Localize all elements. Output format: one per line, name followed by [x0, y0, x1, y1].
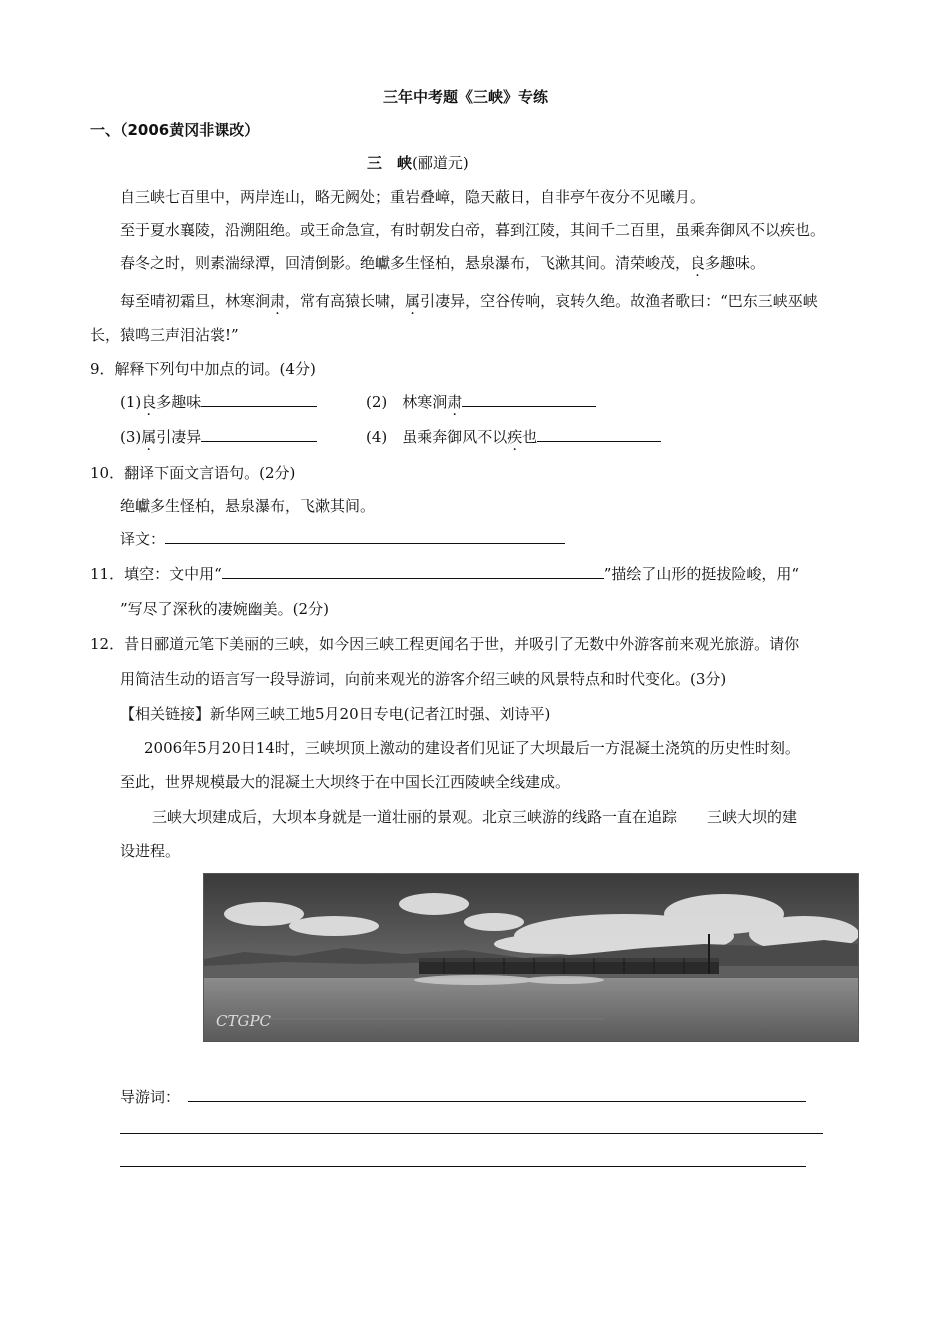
dam-photo: [203, 873, 859, 1042]
passage-heading: [367, 152, 469, 173]
question-10-sentence: 绝巘多生怪柏，悬泉瀑布，飞漱其间。: [120, 497, 376, 515]
passage-text: 引凄异，空谷传响，哀转久绝。故渔者歌曰：“巴东三峡巫峡: [420, 292, 818, 310]
dotted-word: 良: [690, 254, 706, 272]
question-9-item-1: [120, 391, 317, 412]
dotted-word: 良: [141, 393, 157, 411]
passage-paragraph-1: 自三峡七百里中，两岸连山，略无阙处；重岩叠嶂，隐天蔽日，自非亭午夜分不见曦月。: [120, 188, 706, 206]
question-12-line-1: 12．昔日郦道元笔下美丽的三峡，如今因三峡工程更闻名于世，并吸引了无数中外游客前来观光旅游。请你: [90, 635, 800, 653]
question-10-answer: [120, 528, 565, 549]
photo-watermark: CTGPC: [216, 1012, 272, 1030]
item-text: 多趣味: [156, 393, 202, 411]
dotted-word: 属: [141, 428, 157, 446]
question-text: ”描绘了山形的挺拔险峻，用“: [603, 565, 800, 583]
writing-line-1[interactable]: [188, 1101, 806, 1102]
question-11-line-1: [90, 563, 799, 584]
passage-text: 每至晴初霜旦，林寒涧: [120, 292, 271, 310]
item-number: (3): [120, 428, 142, 446]
news-paragraph-3: 三峡大坝建成后，大坝本身就是一道壮丽的景观。北京三峡游的线路一直在追踪 三峡大坝的建: [152, 808, 798, 826]
section-heading: 一、（2006黄冈非课改）: [90, 121, 260, 139]
page-title: 三年中考题《三峡》专练: [383, 88, 549, 106]
translation-label: 译文：: [120, 530, 166, 548]
answer-blank[interactable]: [201, 427, 317, 442]
item-number: (1): [120, 393, 142, 411]
related-link: 【相关链接】新华网三峡工地5月20日专电(记者江时强、刘诗平): [120, 705, 551, 723]
answer-blank[interactable]: [201, 392, 317, 407]
dotted-word: 肃: [447, 393, 463, 411]
item-text: 也: [522, 428, 538, 446]
writing-line-2[interactable]: [120, 1133, 823, 1134]
passage-text: 多趣味。: [705, 254, 766, 272]
passage-title: 三 峡: [367, 154, 413, 172]
passage-text: 春冬之时，则素湍绿潭，回清倒影。绝巘多生怪柏，悬泉瀑布，飞漱其间。清荣峻茂，: [120, 254, 691, 272]
passage-text: ，常有高猿长啸，: [285, 292, 406, 310]
guide-label: 导游词：: [120, 1088, 181, 1106]
writing-line-3[interactable]: [120, 1166, 806, 1167]
question-9-item-2: [366, 391, 596, 412]
passage-paragraph-2: 至于夏水襄陵，沿溯阻绝。或王命急宣，有时朝发白帝，暮到江陵，其间千二百里，虽乘奔御风不以疾也。: [120, 221, 826, 239]
dotted-word: 疾: [507, 428, 523, 446]
answer-blank[interactable]: [222, 564, 604, 579]
passage-paragraph-4: [120, 290, 818, 311]
answer-blank[interactable]: [165, 529, 565, 544]
dotted-word: 属: [405, 292, 421, 310]
question-9-item-4: [366, 426, 661, 447]
passage-author: (郦道元): [412, 154, 469, 172]
item-text: 引凄异: [156, 428, 202, 446]
dotted-word: 肃: [270, 292, 286, 310]
question-9-item-3: [120, 426, 317, 447]
item-text: (4) 虽乘奔御风不以: [366, 428, 508, 446]
news-paragraph-1: 2006年5月20日14时，三峡坝顶上激动的建设者们见证了大坝最后一方混凝土浇筑的历史性时刻。: [144, 739, 800, 757]
item-text: (2) 林寒涧: [366, 393, 448, 411]
question-9-stem: 9．解释下列句中加点的词。(4分): [90, 360, 316, 378]
question-text: 11．填空：文中用“: [90, 565, 222, 583]
news-paragraph-2: 至此，世界规模最大的混凝土大坝终于在中国长江西陵峡全线建成。: [120, 773, 571, 791]
question-11-line-2: ”写尽了深秋的凄婉幽美。(2分): [120, 600, 329, 618]
answer-blank[interactable]: [462, 392, 596, 407]
news-paragraph-4: 设进程。: [120, 842, 181, 860]
question-10-stem: 10．翻译下面文言语句。(2分): [90, 464, 296, 482]
question-12-line-2: 用简洁生动的语言写一段导游词，向前来观光的游客介绍三峡的风景特点和时代变化。(3分): [120, 670, 727, 688]
passage-paragraph-5: 长，猿鸣三声泪沾裳!”: [90, 326, 239, 344]
passage-paragraph-3: [120, 252, 765, 273]
answer-blank[interactable]: [537, 427, 661, 442]
